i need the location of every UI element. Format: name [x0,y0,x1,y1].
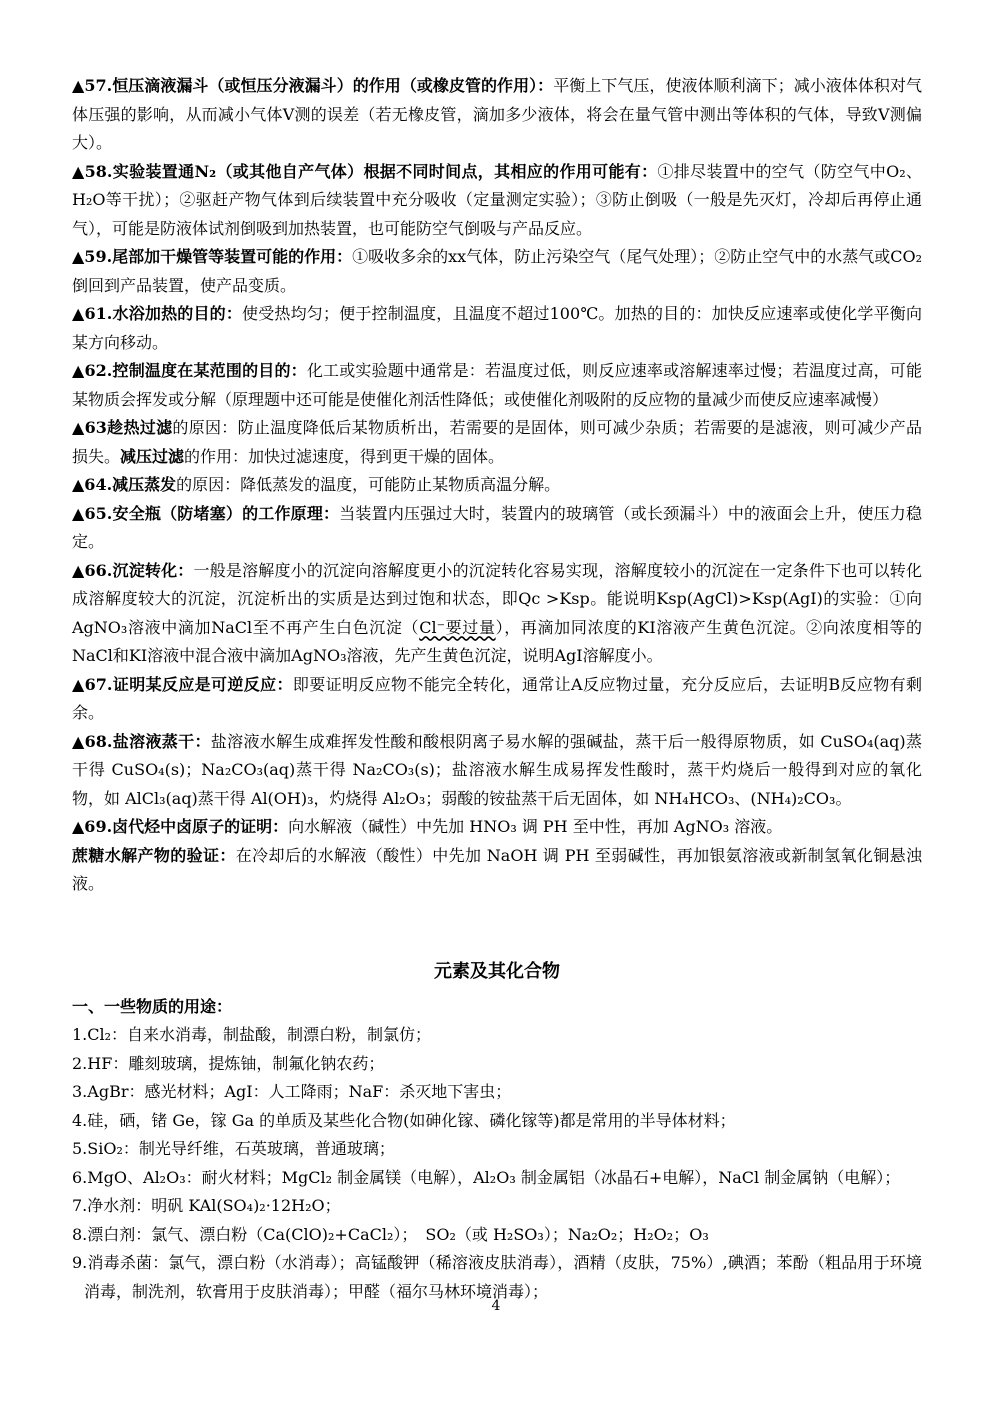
item-63-body-1: 的原因：防止温度降低后某物质析出，若需要的是固体，则可减少杂质；若需要的是滤液，则可减少产品损失。 [72,418,922,466]
item-sucrose-body: 在冷却后的水解液（酸性）中先加 NaOH 调 PH 至弱碱性，再加银氨溶液或新制氢氧化铜悬浊液。 [72,845,922,893]
use-item-4: 4.硅，硒，锗 Ge，镓 Ga 的单质及某些化合物(如砷化镓、磷化镓等)都是常用的半导体材料； [72,1110,736,1130]
item-68-body: 盐溶液水解生成难挥发性酸和酸根阴离子易水解的强碱盐，蒸干后一般得原物质，如 CuSO₄(aq)蒸干得 CuSO₄(s)；Na₂CO₃(aq)蒸干得 Na₂CO₃(s)；盐溶液水解生成易挥发性酸时，蒸干灼烧后一般得到对应的氧化物，如 AlCl₃(aq)蒸干得 Al(OH)₃，灼烧得 Al₂O₃；弱酸的铵盐蒸干后无固体，如 NH₄HCO₃、(NH₄)₂CO₃。 [72,731,922,808]
item-58-heading: ▲58.实验装置通N₂（或其他自产气体）根据不同时间点，其相应的作用可能有： [72,161,658,181]
item-57-body: 平衡上下气压，使液体顺利滴下；减小液体体积对气体压强的影响，从而减小气体V测的误差（若无橡皮管，滴加多少液体，将会在量气管中测出等体积的气体，导致V测偏大）。 [72,76,922,152]
item-59-heading: ▲59.尾部加干燥管等装置可能的作用： [72,247,353,266]
item-61 [72,300,922,357]
item-65 [72,500,922,557]
item-66-body-1: 一般是溶解度小的沉淀向溶解度更小的沉淀转化容易实现，溶解度较小的沉淀在一定条件下也可以转化成溶解度较大的沉淀，沉淀析出的实质是达到过饱和状态，即Qc >Ksp。能说明Ksp(AgCl)>Ksp(AgI)的实验：①向AgNO₃溶液中滴加NaCl至不再产生白色沉淀（ [72,560,922,637]
item-63 [72,414,922,471]
use-item-1: 1.Cl₂：自来水消毒，制盐酸，制漂白粉，制氯仿； [72,1025,432,1044]
item-58 [72,158,922,244]
item-65-heading: ▲65.安全瓶（防堵塞）的工作原理： [72,503,340,523]
item-62 [72,357,922,414]
item-61-heading: ▲61.水浴加热的目的： [72,304,243,323]
item-63-body-2: 的作用：加快过滤速度，得到更干燥的固体。 [184,446,505,466]
item-63-prefix: ▲63 [72,418,107,437]
item-64 [72,471,922,500]
item-69-heading: ▲69.卤代烃中卤原子的证明： [72,817,289,836]
use-item-5: 5.SiO₂：制光导纤维，石英玻璃，普通玻璃； [72,1139,395,1158]
item-65-body: 当装置内压强过大时，装置内的玻璃管（或长颈漏斗）中的液面会上升，使压力稳定。 [72,503,922,551]
item-sucrose [72,842,922,899]
item-67-heading: ▲67.证明某反应是可逆反应： [72,674,293,694]
use-item-9: 9.消毒杀菌：氯气，漂白粉（水消毒）；高锰酸钾（稀溶液皮肤消毒），酒精（皮肤，75%）,碘酒；苯酚（粗品用于环境消毒，制洗剂，软膏用于皮肤消毒）；甲醛（福尔马林环境消毒）； [72,1253,922,1301]
item-66-heading: ▲66.沉淀转化： [72,560,194,580]
item-59-body: ①吸收多余的xx气体，防止污染空气（尾气处理）；②防止空气中的水蒸气或CO₂倒回到产品装置，使产品变质。 [72,247,922,295]
use-item-6: 6.MgO、Al₂O₃：耐火材料；MgCl₂ 制金属镁（电解），Al₂O₃ 制金属铝（冰晶石+电解），NaCl 制金属钠（电解）； [72,1167,901,1187]
item-64-heading: 减压蒸发 [112,475,177,494]
item-63-heading-2: 减压过滤 [120,446,185,466]
item-57-heading: ▲57.恒压滴液漏斗（或恒压分液漏斗）的作用（或橡皮管的作用）： [72,76,554,95]
item-sucrose-heading: 蔗糖水解产物的验证： [72,845,236,865]
use-item-8: 8.漂白剂：氯气、漂白粉（Ca(ClO)₂+CaCl₂）； SO₂（或 H₂SO₃）；Na₂O₂；H₂O₂；O₃ [72,1224,709,1244]
document-page [72,72,922,1306]
item-63-heading-1: 趁热过滤 [106,418,173,437]
item-62-body: 化工或实验题中通常是：若温度过低，则反应速率或溶解速率过慢；若温度过高，可能某物质会挥发或分解（原理题中还可能是使催化剂活性降低；或使催化剂吸附的反应物的量减少而使反应速率减慢） [72,361,922,409]
item-59 [72,243,922,300]
use-item-3: 3.AgBr：感光材料；AgI：人工降雨；NaF：杀灭地下害虫； [72,1082,512,1101]
item-57 [72,72,922,158]
item-68 [72,728,922,814]
item-67 [72,671,922,728]
item-69 [72,813,922,842]
item-64-prefix: ▲64. [72,475,113,494]
page-number: 4 [491,1298,501,1314]
sub-title: 一、一些物质的用途： [72,996,233,1016]
item-61-body: 使受热均匀；便于控制温度，且温度不超过100℃。加热的目的：加快反应速率或使化学平衡向某方向移动。 [72,304,922,352]
item-68-heading: ▲68.盐溶液蒸干： [72,731,211,751]
item-66 [72,557,922,671]
item-66-wavy-note: Cl⁻要过量 [419,617,496,637]
use-item-2: 2.HF：雕刻玻璃，提炼铀，制氟化钠农药； [72,1053,385,1073]
item-58-body: ①排尽装置中的空气（防空气中O₂、H₂O等干扰）；②驱赶产物气体到后续装置中充分吸收（定量测定实验）；③防止倒吸（一般是先灭灯，冷却后再停止通气），可能是防液体试剂倒吸到加热装置，也可能防空气倒吸与产品反应。 [72,161,922,238]
section-title: 元素及其化合物 [434,960,560,982]
item-64-body: 的原因：降低蒸发的温度，可能防止某物质高温分解。 [176,475,561,494]
item-67-body: 即要证明反应物不能完全转化，通常让A反应物过量，充分反应后，去证明B反应物有剩余。 [72,674,922,722]
item-66-body-2: ），再滴加同浓度的KI溶液产生黄色沉淀。②向浓度相等的NaCl和KI溶液中混合液中滴加AgNO₃溶液，先产生黄色沉淀，说明AgI溶解度小。 [72,617,922,665]
item-69-body: 向水解液（碱性）中先加 HNO₃ 调 PH 至中性，再加 AgNO₃ 溶液。 [288,817,783,836]
use-item-7: 7.净水剂：明矾 KAl(SO₄)₂·12H₂O； [72,1196,341,1215]
item-62-heading: ▲62.控制温度在某范围的目的： [72,361,307,380]
